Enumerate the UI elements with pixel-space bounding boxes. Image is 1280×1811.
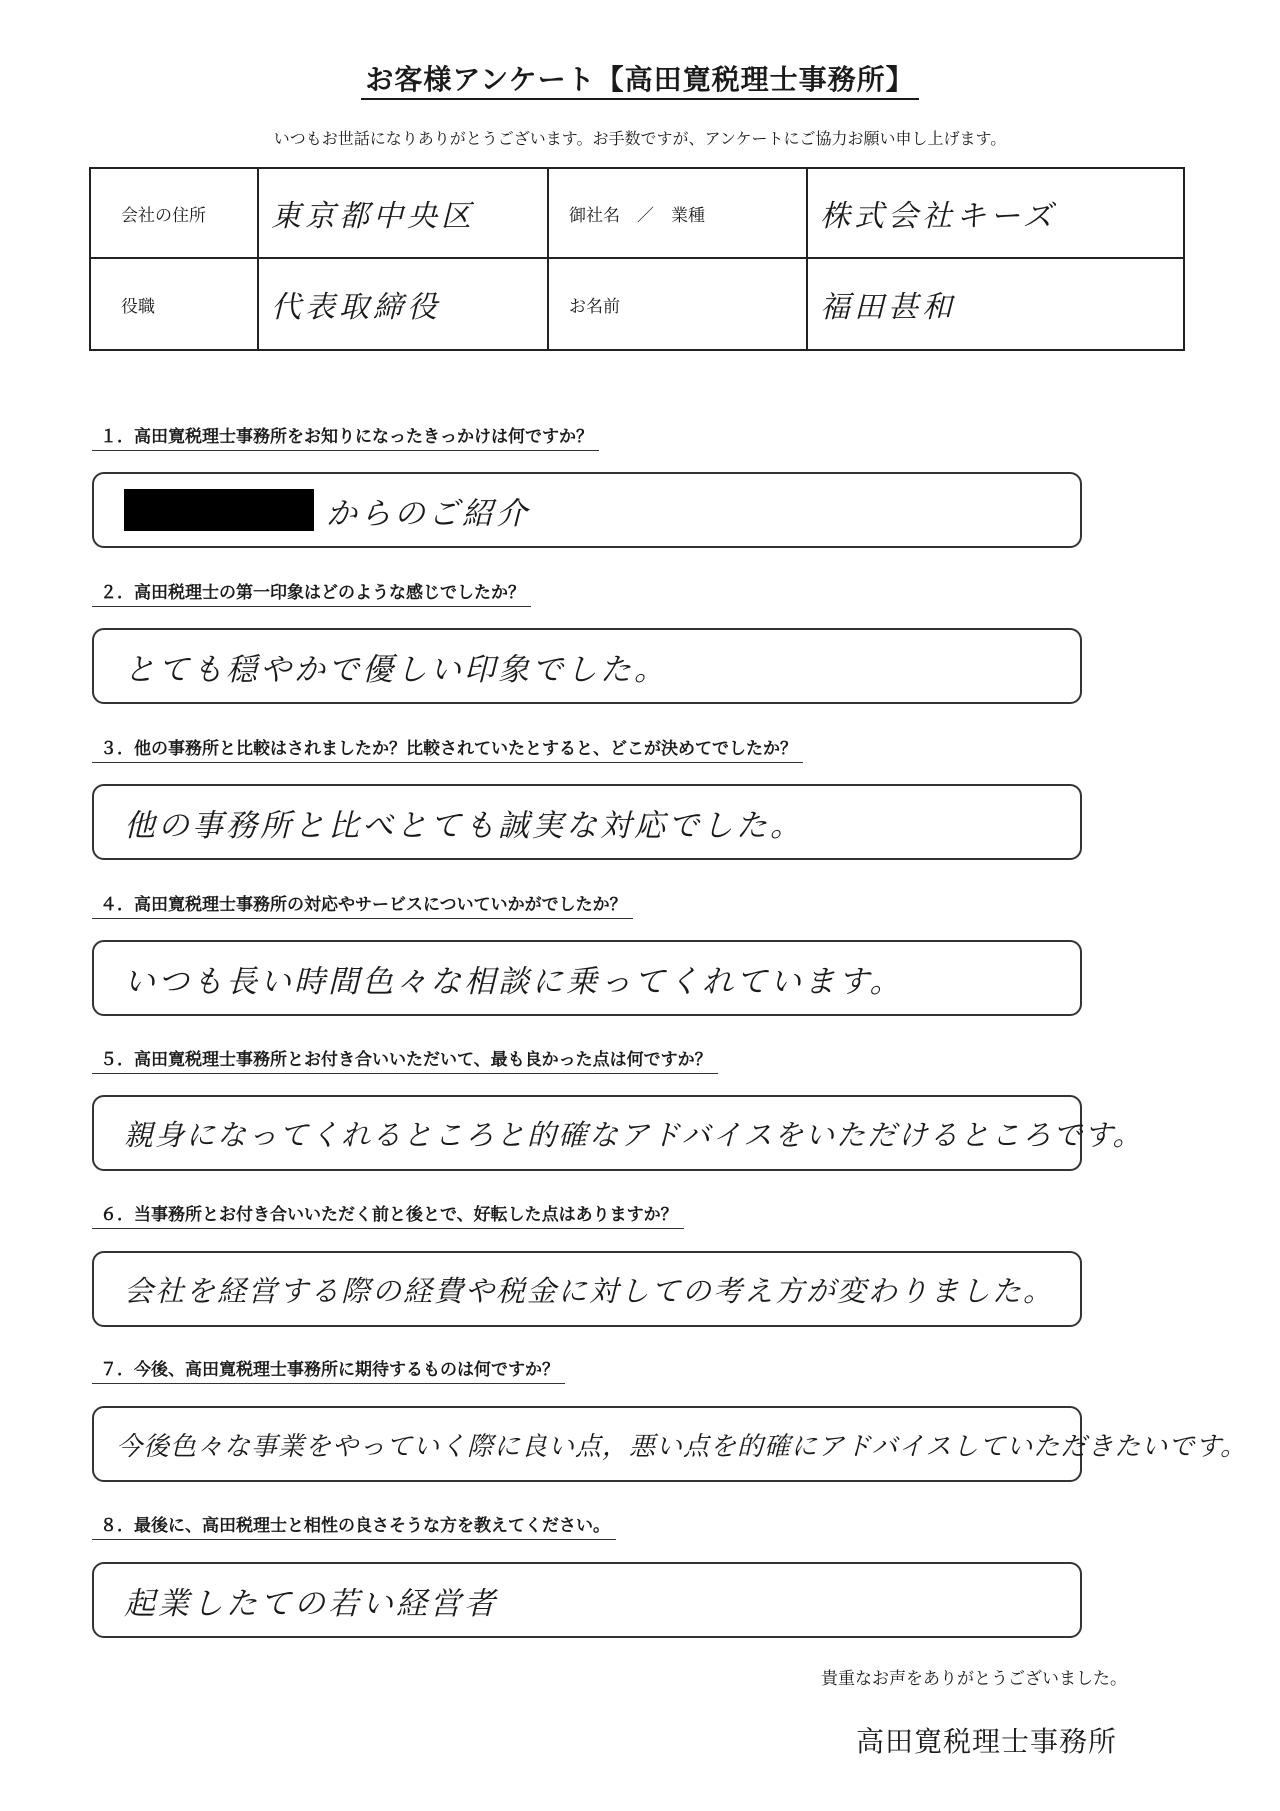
survey-title-text: お客様アンケート【高田寛税理士事務所】 bbox=[361, 63, 918, 100]
survey-title bbox=[0, 58, 1280, 98]
answer-4-text: いつも長い時間色々な相談に乗ってくれています。 bbox=[124, 963, 904, 1000]
question-3: ３．他の事務所と比較はされましたか？比較されていたとすると、どこが決めてでしたか？ bbox=[92, 734, 803, 763]
position-value: 代表取締役 bbox=[259, 259, 549, 349]
question-8: ８．最後に、高田税理士と相性の良さそうな方を教えてください。 bbox=[92, 1511, 616, 1540]
company-label: 御社名 ／ 業種 bbox=[549, 169, 808, 259]
name-value: 福田甚和 bbox=[820, 290, 956, 325]
answer-3-box bbox=[92, 784, 1082, 860]
answer-2-box bbox=[92, 628, 1082, 704]
answer-5-text: 親身になってくれるところと的確なアドバイスをいただけるところです。 bbox=[124, 1117, 1144, 1152]
position-label: 役職 bbox=[91, 259, 259, 349]
answer-7-box bbox=[92, 1406, 1248, 1482]
answer-7-text: 今後色々な事業をやっていく際に良い点，悪い点を的確にアドバイスしていただきたいです。 bbox=[116, 1431, 1248, 1462]
answer-1-text: からのご紹介 bbox=[326, 495, 530, 532]
question-4: ４．高田寛税理士事務所の対応やサービスについていかがでしたか？ bbox=[92, 890, 633, 919]
address-label: 会社の住所 bbox=[91, 169, 259, 259]
name-label: お名前 bbox=[549, 259, 808, 349]
question-7: ７．今後、高田寛税理士事務所に期待するものは何ですか？ bbox=[92, 1355, 565, 1384]
question-5: ５．高田寛税理士事務所とお付き合いいただいて、最も良かった点は何ですか？ bbox=[92, 1045, 718, 1074]
answer-6-text: 会社を経営する際の経費や税金に対しての考え方が変わりました。 bbox=[124, 1273, 1055, 1308]
intro-text: いつもお世話になりありがとうございます。お手数ですが、アンケートにご協力お願い申し上げます。 bbox=[273, 129, 1007, 148]
question-1: １．高田寛税理士事務所をお知りになったきっかけは何ですか？ bbox=[92, 422, 599, 451]
answer-2-text: とても穏やかで優しい印象でした。 bbox=[124, 651, 668, 688]
answer-8-text: 起業したての若い経営者 bbox=[124, 1585, 498, 1622]
question-2: ２．高田税理士の第一印象はどのような感じでしたか？ bbox=[92, 578, 531, 607]
answer-1-box bbox=[92, 472, 1082, 548]
answer-5-box bbox=[92, 1095, 1144, 1171]
question-6: ６．当事務所とお付き合いいただく前と後とで、好転した点はありますか？ bbox=[92, 1200, 684, 1229]
answer-6-box bbox=[92, 1251, 1082, 1327]
company-value: 株式会社キーズ bbox=[808, 169, 1183, 259]
address-value: 東京都中央区 bbox=[259, 169, 549, 259]
redaction-block bbox=[124, 489, 314, 531]
office-name: 高田寛税理士事務所 bbox=[855, 1725, 1117, 1758]
answer-3-text: 他の事務所と比べとても誠実な対応でした。 bbox=[124, 807, 804, 844]
answer-8-box bbox=[92, 1562, 1082, 1638]
customer-info-table bbox=[89, 167, 1185, 351]
answer-4-box bbox=[92, 940, 1082, 1016]
thanks-text: 貴重なお声をありがとうございました。 bbox=[821, 1669, 1127, 1689]
